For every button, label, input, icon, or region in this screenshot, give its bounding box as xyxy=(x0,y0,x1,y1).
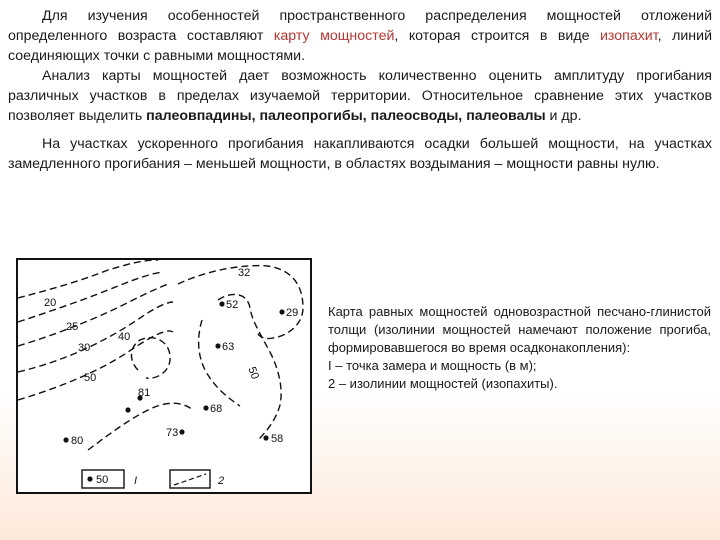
keyword-paleostructures: палеовпадины, палеопрогибы, палеосводы, палеовалы xyxy=(146,108,546,124)
isopach-line-40 xyxy=(18,302,173,372)
measurement-point xyxy=(279,309,284,314)
measurement-point xyxy=(63,437,68,442)
point-value: 68 xyxy=(210,403,223,415)
caption-legend-1: I – точка замера и мощность (в м); xyxy=(328,358,537,373)
caption-legend-2: 2 – изолинии мощностей (изопахиты). xyxy=(328,376,558,391)
legend-point-marker xyxy=(87,476,92,481)
isopach-line-loop xyxy=(131,338,170,379)
point-value: 52 xyxy=(226,299,239,311)
keyword-isopach: изопахит xyxy=(599,28,658,44)
measurement-point xyxy=(125,407,130,412)
map-caption xyxy=(328,303,711,393)
point-value: 81 xyxy=(138,387,151,399)
point-value: 80 xyxy=(71,435,84,447)
isopach-label: 20 xyxy=(44,297,57,309)
paragraph-1: Для изучения особенностей пространственного распределения мощностей отложений определенного возраста составляют карту мощностей, которая строится в виде изопахит, линий соединяющих точки с равными мощностями. xyxy=(8,8,712,64)
measurement-point xyxy=(179,429,184,434)
isopach-labels xyxy=(44,267,261,384)
point-value: 63 xyxy=(222,341,235,353)
measurement-point xyxy=(219,301,224,306)
map-legend xyxy=(76,462,276,492)
measurement-point xyxy=(203,405,208,410)
isopach-label: 32 xyxy=(238,267,251,279)
isopach-line-25 xyxy=(18,272,163,322)
measurement-point xyxy=(215,343,220,348)
main-text xyxy=(8,6,712,174)
point-value: 58 xyxy=(271,433,284,445)
isopach-line-east xyxy=(199,320,240,406)
isopach-label: 50 xyxy=(84,372,97,384)
isopach-label: 50 xyxy=(245,365,261,381)
isopach-map-drawing xyxy=(18,260,310,492)
point-value: 29 xyxy=(286,307,299,319)
keyword-thickness-map: карту мощностей xyxy=(273,28,395,44)
paragraph-3: На участках ускоренного прогибания накапливаются осадки большей мощности, на участках замедленного прогибания – меньшей мощности, в областях воздымания – мощности равны нулю. xyxy=(8,136,712,172)
isopach-label: 30 xyxy=(78,342,91,354)
isopach-lines xyxy=(18,260,303,450)
legend-item-2-label: 2 xyxy=(218,475,225,487)
isopach-label: 25 xyxy=(66,321,79,333)
isopach-map xyxy=(16,258,312,494)
legend-point-value: 50 xyxy=(96,474,109,486)
point-value: 73 xyxy=(166,427,179,439)
legend-item-1-label: I xyxy=(134,475,138,487)
paragraph-2: Анализ карты мощностей дает возможность количественно оценить амплитуду прогибания различных участков в пределах изучаемой территории. Относительное сравнение этих участков позволяет выделить палеовпадины, палеопрогибы, палеосводы, палеовалы и др. xyxy=(8,68,712,124)
caption-description: Карта равных мощностей одновозрастной песчано-глинистой толщи (изолинии мощностей намечают положение прогиба, формировавшегося во время осадконакопления): xyxy=(328,304,711,355)
isopach-label: 40 xyxy=(118,331,131,343)
measurement-point xyxy=(263,435,268,440)
measurement-points xyxy=(63,299,298,447)
